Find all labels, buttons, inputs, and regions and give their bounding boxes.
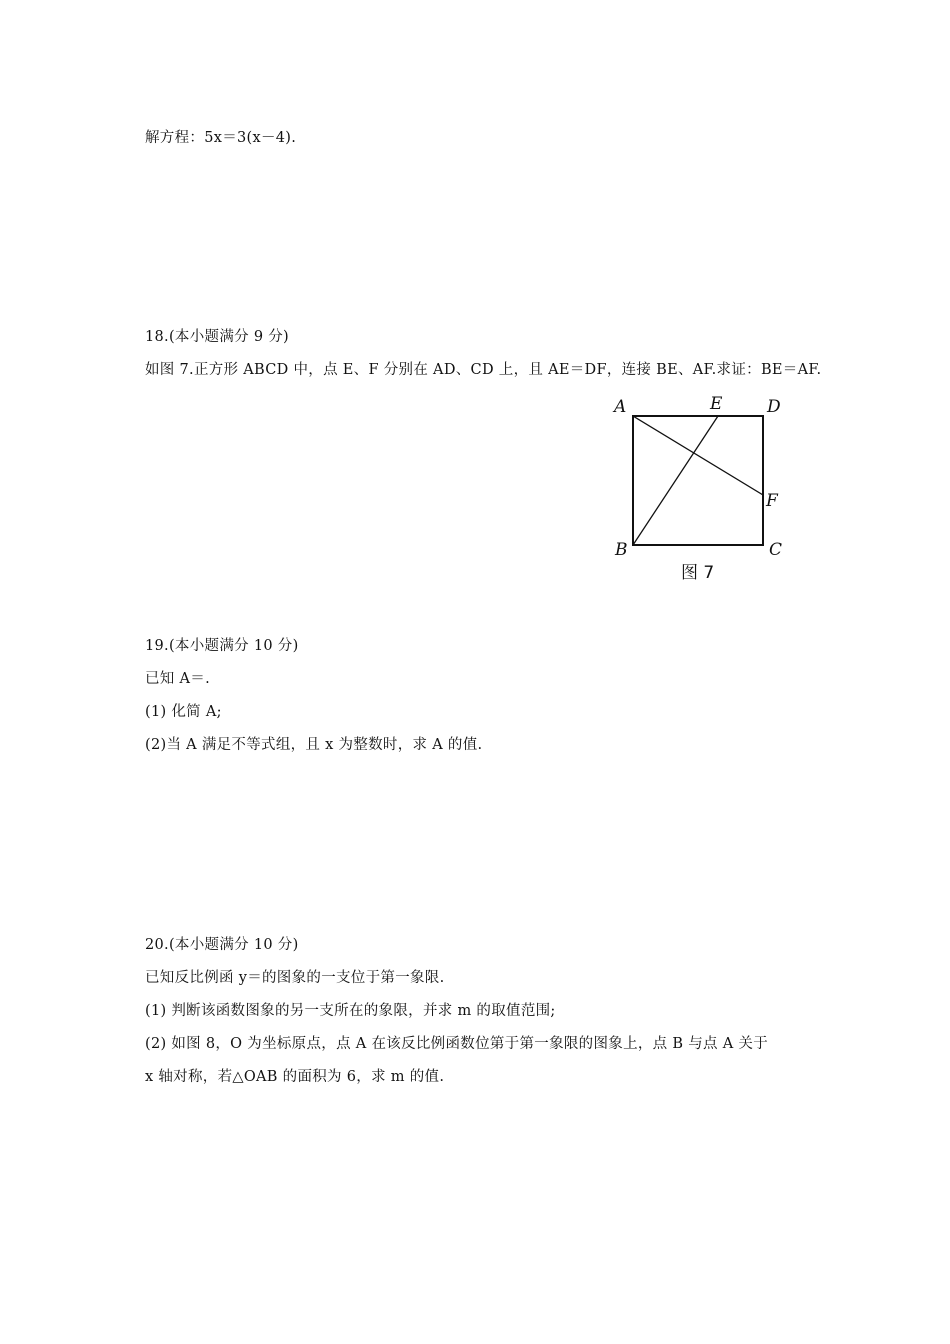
q17-equation: 解方程：5x＝3(x－4). (145, 130, 297, 146)
figure-7-caption: 图 7 (681, 563, 715, 583)
q20-header: 20.(本小题满分 10 分) (145, 937, 299, 953)
q19-part-1: (1) 化简 A; (145, 704, 222, 720)
segment-be (633, 416, 718, 545)
q18-statement: 如图 7.正方形 ABCD 中，点 E、F 分别在 AD、CD 上，且 AE＝DF，连接 BE、AF.求证：BE＝AF. (145, 362, 822, 378)
figure-7-svg (600, 388, 800, 588)
figure-7-square-diagram (600, 388, 800, 588)
q19-header: 19.(本小题满分 10 分) (145, 638, 299, 654)
q18-header: 18.(本小题满分 9 分) (145, 329, 290, 345)
q19-part-2: (2)当 A 满足不等式组，且 x 为整数时，求 A 的值. (145, 737, 483, 753)
label-e: E (710, 394, 723, 414)
q19-given: 已知 A＝. (145, 671, 210, 687)
label-d: D (767, 397, 781, 417)
q20-given: 已知反比例函 y＝的图象的一支位于第一象限. (145, 970, 445, 986)
q20-part-2-line-2: x 轴对称，若△OAB 的面积为 6，求 m 的值. (145, 1069, 445, 1085)
label-c: C (769, 540, 783, 560)
label-a: A (614, 397, 627, 417)
label-f: F (766, 491, 778, 511)
q20-part-2-line-1: (2) 如图 8，O 为坐标原点，点 A 在该反比例函数位第于第一象限的图象上，点 B 与点 A 关于 (145, 1036, 769, 1052)
square-abcd (633, 416, 763, 545)
label-b: B (615, 540, 628, 560)
segment-af (633, 416, 763, 495)
q20-part-1: (1) 判断该函数图象的另一支所在的象限，并求 m 的取值范围; (145, 1003, 556, 1019)
